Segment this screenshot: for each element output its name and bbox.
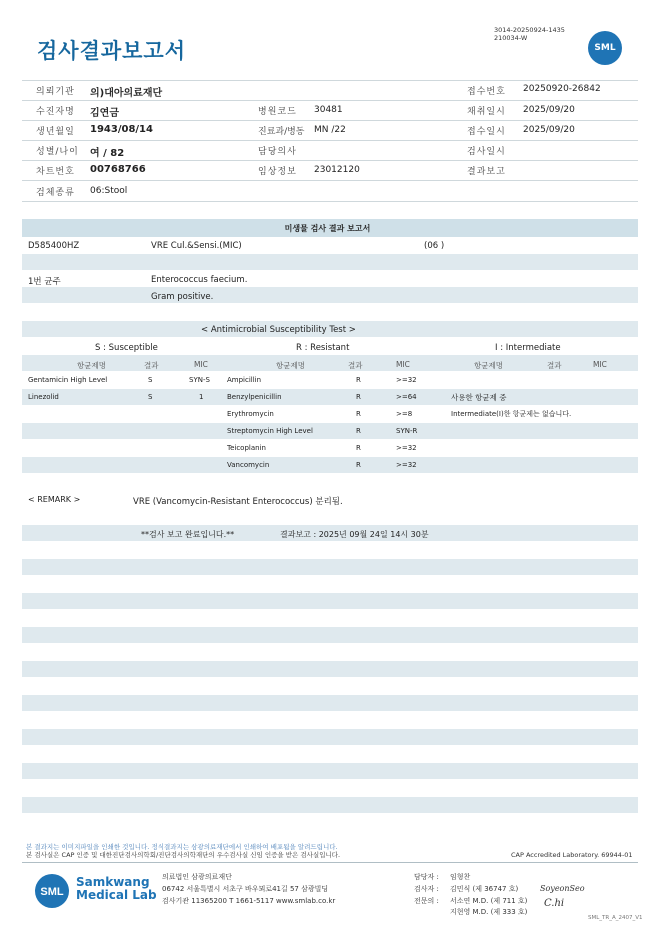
mid-drug-1: Ampicillin	[227, 376, 262, 384]
mid-drug-6: Vancomycin	[227, 461, 270, 469]
clinical-info: 23012120	[314, 165, 360, 175]
specimen: 06:Stool	[90, 186, 128, 196]
sex-age: 여 / 82	[90, 148, 125, 159]
organism: Enterococcus faecium.	[151, 275, 248, 285]
specialist-1: 서소연 M.D. (제 711 호)	[450, 897, 528, 905]
mid-result-2: R	[356, 393, 361, 401]
tester: 김민식 (제 36747 호)	[450, 885, 519, 893]
col-mic-right: MIC	[593, 360, 607, 369]
doctor-label: 담당의사	[258, 147, 297, 157]
mid-mic-1: >=32	[396, 376, 417, 384]
cap-lab: CAP Accredited Laboratory. 69944-01	[511, 851, 633, 859]
hospital-code: 30481	[314, 105, 343, 115]
tester-label: 검사자 :	[414, 885, 439, 893]
clinical-label: 임상정보	[258, 167, 297, 177]
receipt-date-label: 접수일시	[467, 127, 506, 137]
test-code: D585400HZ	[28, 241, 80, 251]
test-spec: (06 )	[424, 241, 445, 251]
mid-mic-6: >=32	[396, 461, 417, 469]
legend-intermediate: I : Intermediate	[495, 343, 561, 353]
legend-susceptible: S : Susceptible	[95, 343, 158, 353]
divider	[22, 160, 638, 161]
left-mic-2: 1	[199, 393, 204, 401]
cap-note: 본 검사실은 CAP 인증 및 대한진단검사의학회/진단검사의학재단의 우수검사실 신임 인증을 받은 검사실입니다.	[26, 851, 341, 859]
empty-band	[22, 763, 638, 779]
form-code: SML_TR_A_2407_V1	[588, 915, 643, 921]
mid-drug-2: Benzylpenicillin	[227, 393, 282, 401]
mid-mic-2: >=64	[396, 393, 417, 401]
mid-result-6: R	[356, 461, 361, 469]
hospital-code-label: 병원코드	[258, 107, 297, 117]
mid-mic-3: >=8	[396, 410, 413, 418]
mid-drug-5: Teicoplanin	[227, 444, 266, 452]
divider	[22, 120, 638, 121]
org-address: 06742 서울특별시 서초구 바우뫼로41길 57 삼광빌딩	[162, 885, 329, 893]
image-print-note: 본 결과지는 이미지파일을 인쇄한 것입니다. 정식결과지는 삼광의료재단에서 인쇄하여 배포됨을 알려드립니다.	[26, 843, 338, 851]
svg-text:SML: SML	[40, 886, 64, 898]
receipt-no: 20250920-26842	[523, 84, 601, 94]
left-drug-1: Gentamicin High Level	[28, 376, 108, 384]
brand-name	[76, 876, 157, 902]
mid-drug-4: Streptomycin High Level	[227, 427, 313, 435]
patient-name: 김연금	[90, 108, 119, 119]
chart-no-label: 차트번호	[36, 167, 75, 177]
empty-band	[22, 729, 638, 745]
test-name: VRE Cul.&Sensi.(MIC)	[151, 241, 242, 251]
left-drug-2: Linezolid	[28, 393, 59, 401]
divider	[22, 80, 638, 81]
report-label: 결과보고	[467, 167, 506, 177]
divider	[22, 140, 638, 141]
signature-2: C.hi	[544, 898, 565, 909]
request-org: 의)대아의료재단	[90, 88, 163, 99]
col-drug-right: 항균제명	[474, 361, 503, 370]
divider	[22, 201, 638, 202]
report-section-title: 미생물 검사 결과 보고서	[284, 224, 371, 233]
empty-band	[22, 695, 638, 711]
document-id-line1: 3014-20250924-1435	[494, 26, 565, 34]
collect-date-label: 채취일시	[467, 107, 506, 117]
col-result-left: 결과	[144, 361, 159, 370]
sml-brand-logo-icon	[34, 873, 76, 909]
col-drug-left: 항균제명	[77, 361, 106, 370]
col-drug-mid: 항균제명	[276, 361, 305, 370]
request-org-label: 의뢰기관	[36, 87, 75, 97]
left-result-2: S	[148, 393, 153, 401]
receipt-no-label: 접수번호	[467, 87, 506, 97]
patient-label: 수진자명	[36, 107, 75, 117]
divider	[22, 180, 638, 181]
col-mic-mid: MIC	[396, 360, 410, 369]
specialist-label: 전문의 :	[414, 897, 439, 905]
mid-drug-3: Erythromycin	[227, 410, 274, 418]
mid-result-5: R	[356, 444, 361, 452]
specimen-label: 검체종류	[36, 188, 75, 198]
dept: MN /22	[314, 125, 346, 135]
row-band	[22, 457, 638, 473]
row-band	[22, 389, 638, 405]
specialist-2: 지현영 M.D. (제 333 호)	[450, 908, 528, 916]
remark-label: < REMARK >	[28, 495, 81, 504]
empty-band	[22, 593, 638, 609]
manager-label: 담당자 :	[414, 873, 439, 881]
org-contact: 검사기관 11365200 T 1661-5117 www.smlab.co.kr	[162, 897, 336, 905]
signature-1: SoyeonSeo	[540, 884, 585, 893]
report-complete: **검사 보고 완료입니다.**	[141, 530, 235, 539]
brand-line1: Samkwang	[76, 875, 150, 889]
mid-mic-5: >=32	[396, 444, 417, 452]
test-date-label: 검사일시	[467, 147, 506, 157]
empty-band	[22, 559, 638, 575]
birth-date: 1943/08/14	[90, 124, 153, 135]
collect-date: 2025/09/20	[523, 105, 575, 115]
chart-no: 00768766	[90, 164, 146, 175]
row-band	[22, 254, 638, 270]
page-title: 검사결과보고서	[37, 39, 187, 63]
divider	[22, 100, 638, 101]
sex-age-label: 성별/나이	[36, 147, 79, 157]
left-result-1: S	[148, 376, 153, 384]
empty-band	[22, 661, 638, 677]
row-band	[22, 287, 638, 303]
used-note: 사용한 항균제 중	[451, 393, 507, 402]
birth-label: 생년월일	[36, 127, 75, 137]
col-result-right: 결과	[547, 361, 562, 370]
empty-band	[22, 797, 638, 813]
empty-band	[22, 627, 638, 643]
mid-result-4: R	[356, 427, 361, 435]
mid-result-1: R	[356, 376, 361, 384]
strain-label: 1번 균주	[28, 277, 61, 287]
legend-resistant: R : Resistant	[296, 343, 350, 353]
manager: 임형찬	[450, 873, 471, 881]
mid-result-3: R	[356, 410, 361, 418]
row-band	[22, 423, 638, 439]
document-id	[494, 26, 565, 42]
sml-logo-icon: SML	[588, 31, 622, 65]
remark-text: VRE (Vancomycin-Resistant Enterococcus) 분리됨.	[133, 497, 343, 507]
org-name: 의료법인 삼광의료재단	[162, 873, 232, 881]
ast-title: < Antimicrobial Susceptibility Test >	[201, 325, 356, 335]
intermediate-note: Intermediate(I)한 항균제는 없습니다.	[451, 410, 572, 418]
receipt-date: 2025/09/20	[523, 125, 575, 135]
row-band	[22, 355, 638, 371]
footer-divider	[22, 862, 638, 863]
gram-stain: Gram positive.	[151, 292, 214, 302]
dept-label: 진료과/병동	[258, 127, 305, 137]
report-time: 결과보고 : 2025년 09월 24일 14시 30분	[280, 530, 429, 539]
left-mic-1: SYN-S	[189, 376, 210, 384]
mid-mic-4: SYN-R	[396, 427, 418, 435]
brand-line2: Medical Lab	[76, 888, 157, 902]
col-result-mid: 결과	[348, 361, 363, 370]
document-id-line2: 210034-W	[494, 34, 528, 42]
col-mic-left: MIC	[194, 360, 208, 369]
